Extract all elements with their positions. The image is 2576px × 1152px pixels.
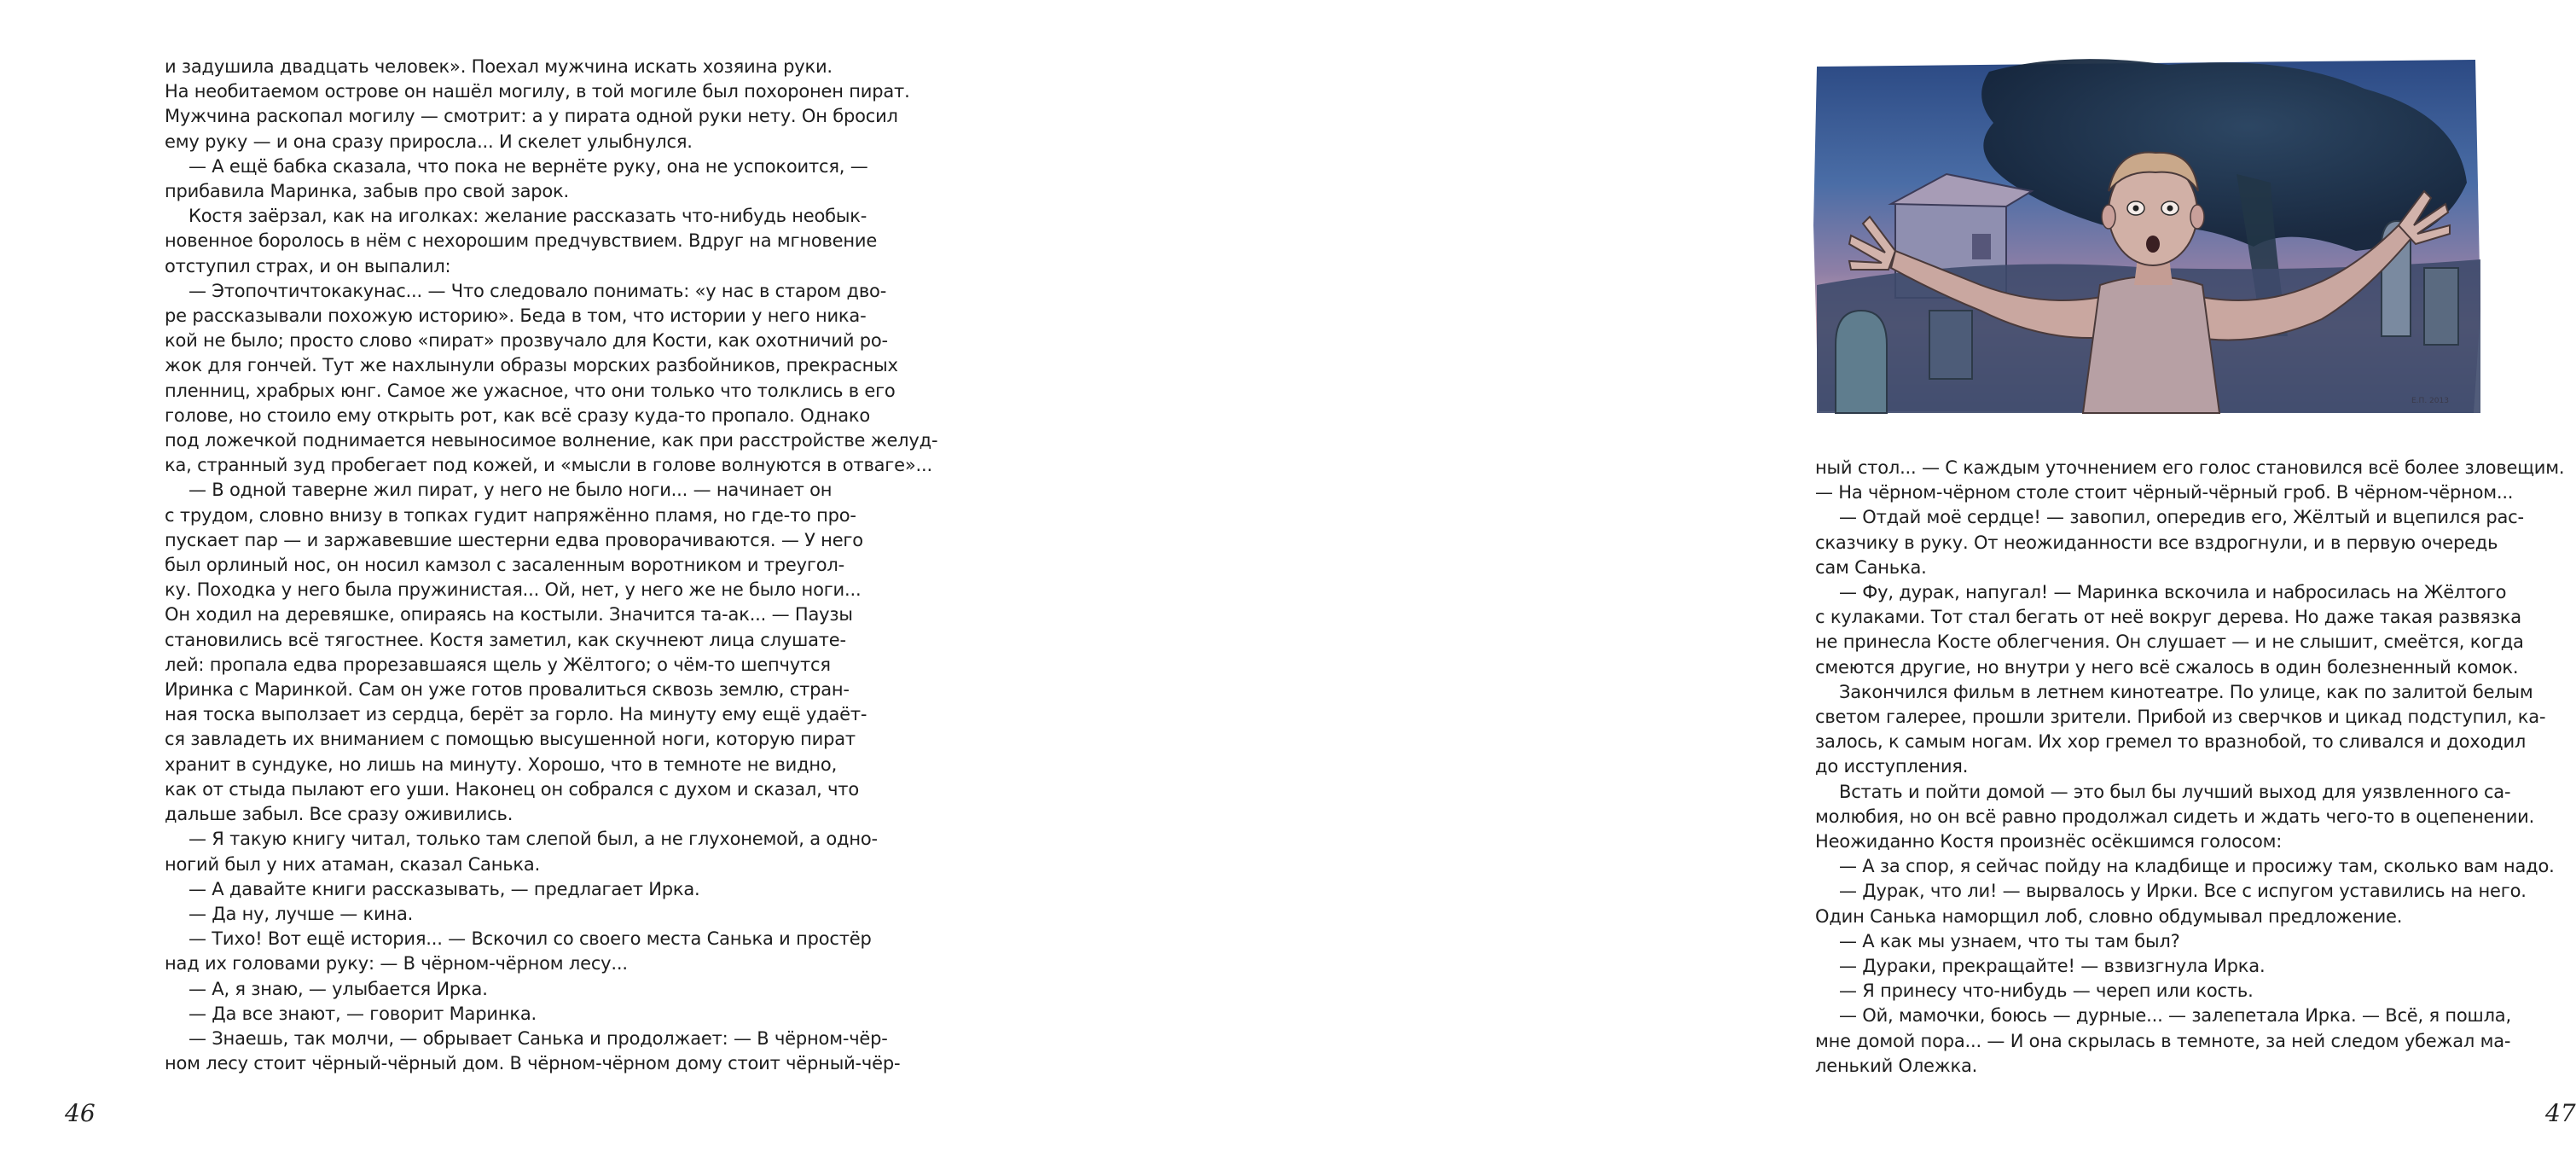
text-line: — Я принесу что-нибудь — череп или кость. (1839, 980, 2254, 1002)
text-line: ный стол... — С каждым уточнением его голос становился всё более зловещим. (1815, 457, 2565, 478)
text-line: ему руку — и она сразу приросла... И скелет улыбнулся. (165, 131, 693, 152)
right-page-text (1815, 456, 2565, 1079)
text-line: Он ходил на деревяшке, опираясь на костыли. Значится та-ак... — Паузы (165, 604, 853, 625)
text-line: — Дураки, прекращайте! — взвизгнула Ирка. (1839, 956, 2266, 977)
text-line: как от стыда пылают его уши. Наконец он собрался с духом и сказал, что (165, 778, 859, 800)
text-line: лей: пропала едва прорезавшаяся щель у Жёлтого; о чём-то шепчутся (165, 654, 831, 675)
text-line: ре рассказывали похожую историю». Беда в том, что истории у него ника- (165, 305, 867, 327)
text-line: ногий был у них атаман, сказал Санька. (165, 853, 541, 875)
text-line: Мужчина раскопал могилу — смотрит: а у пирата одной руки нету. Он бросил (165, 106, 898, 127)
text-line: — Да ну, лучше — кина. (189, 903, 414, 924)
text-line: — Отдай моё сердце! — завопил, опередив его, Жёлтый и вцепился рас- (1839, 507, 2524, 528)
text-line: — А ещё бабка сказала, что пока не вернёте руку, она не успокоится, — (189, 155, 868, 177)
text-line: Костя заёрзал, как на иголках: желание рассказать что-нибудь необык- (189, 206, 867, 227)
text-line: — Этопочтичтокакунас... — Что следовало понимать: «у нас в старом дво- (189, 280, 887, 301)
text-line: сказчику в руку. От неожиданности все вздрогнули, и в первую очередь (1815, 532, 2498, 553)
text-line: отступил страх, и он выпалил: (165, 255, 451, 276)
illustration-signature: Е.П. 2013 (2411, 397, 2449, 405)
illustration-svg (1810, 55, 2484, 417)
text-line: с кулаками. Тот стал бегать от неё вокруг дерева. Но даже такая развязка (1815, 607, 2521, 628)
text-line: жок для гончей. Тут же нахлынули образы морских разбойников, прекрасных (165, 355, 898, 376)
text-line: молюбия, но он всё равно продолжал сидеть и ждать чего-то в оцепенении. (1815, 806, 2535, 827)
text-line: под ложечкой поднимается невыносимое волнение, как при расстройстве желуд- (165, 430, 938, 451)
text-line: мне домой пора... — И она скрылась в темноте, за ней следом убежал ма- (1815, 1030, 2511, 1051)
right-page (873, 0, 2576, 1152)
text-line: ка, странный зуд пробегает под кожей, и «мысли в голове волнуются в отваге»... (165, 455, 932, 476)
text-line: и задушила двадцать человек». Поехал мужчина искать хозяина руки. (165, 56, 833, 77)
text-line: сам Санька. (1815, 556, 1927, 578)
text-line: — В одной таверне жил пират, у него не было ноги... — начинает он (189, 480, 833, 501)
text-line: — Да все знают, — говорит Маринка. (189, 1003, 537, 1024)
text-line: залось, к самым ногам. Их хор гремел то вразнобой, то сливался и доходил (1815, 731, 2527, 753)
text-line: ся завладеть их вниманием с помощью высушенной ноги, которую пират (165, 729, 856, 750)
text-line: — Фу, дурак, напугал! — Маринка вскочила и набросилась на Жёлтого (1839, 582, 2507, 603)
text-line: — Ой, мамочки, боюсь — дурные... — залепетала Ирка. — Всё, я пошла, (1839, 1005, 2511, 1027)
text-line: — Знаешь, так молчи, — обрывает Санька и продолжает: — В чёрном-чёр- (189, 1027, 888, 1049)
text-line: — Дурак, что ли! — вырвалось у Ирки. Все с испугом уставились на него. (1839, 881, 2527, 902)
text-line: Неожиданно Костя произнёс осёкшимся голосом: (1815, 831, 2283, 852)
text-line: смеются другие, но внутри у него всё сжалось в один болезненный комок. (1815, 656, 2519, 678)
text-line: становились всё тягостнее. Костя заметил, как скучнеют лица слушате- (165, 629, 846, 650)
text-line: — Тихо! Вот ещё история... — Вскочил со своего места Санька и простёр (189, 928, 872, 950)
text-line: пускает пар — и заржавевшие шестерни едва проворачиваются. — У него (165, 529, 863, 550)
page-number-right: 47 (2545, 1099, 2576, 1127)
text-line: — На чёрном-чёрном столе стоит чёрный-чёрный гроб. В чёрном-чёрном... (1815, 482, 2514, 503)
text-line: — А как мы узнаем, что ты там был? (1839, 930, 2180, 951)
text-line: хранит в сундуке, но лишь на минуту. Хорошо, что в темноте не видно, (165, 753, 838, 775)
text-line: над их головами руку: — В чёрном-чёрном лесу... (165, 953, 628, 975)
text-line: не принесла Косте облегчения. Он слушает — и не слышит, смеётся, когда (1815, 631, 2524, 653)
page-number-left: 46 (65, 1099, 96, 1127)
text-line: новенное боролось в нём с нехорошим предчувствием. Вдруг на мгновение (165, 230, 878, 252)
text-line: светом галерее, прошли зрители. Прибой из сверчков и цикад подступил, ка- (1815, 707, 2546, 728)
text-line: — Я такую книгу читал, только там слепой был, а не глухонемой, а одно- (189, 829, 878, 850)
left-page-text (165, 55, 938, 1076)
text-line: Иринка с Маринкой. Сам он уже готов провалиться сквозь землю, стран- (165, 679, 850, 701)
text-line: Один Санька наморщил лоб, словно обдумывал предложение. (1815, 905, 2403, 927)
text-line: ленький Олежка. (1815, 1055, 1978, 1076)
text-line: голове, но стоило ему открыть рот, как всё сразу куда-то пропало. Однако (165, 404, 871, 426)
text-line: Встать и пойти домой — это был бы лучший выход для уязвленного са- (1839, 781, 2511, 802)
text-line: ном лесу стоит чёрный-чёрный дом. В чёрном-чёрном дому стоит чёрный-чёр- (165, 1053, 901, 1074)
text-line: — А давайте книги рассказывать, — предлагает Ирка. (189, 878, 700, 899)
text-line: дальше забыл. Все сразу оживились. (165, 804, 513, 825)
text-line: — А, я знаю, — улыбается Ирка. (189, 978, 488, 999)
text-line: — А за спор, я сейчас пойду на кладбище и просижу там, сколько вам надо. (1839, 856, 2555, 877)
text-line: с трудом, словно внизу в топках гудит напряжённо пламя, но где-то про- (165, 504, 856, 526)
text-line: ку. Походка у него была пружинистая... Ой, нет, у него же не было ноги... (165, 579, 862, 601)
text-line: прибавила Маринка, забыв про свой зарок. (165, 181, 569, 202)
text-line: Закончился фильм в летнем кинотеатре. По улице, как по залитой белым (1839, 681, 2533, 702)
text-line: был орлиный нос, он носил камзол с засаленным воротником и треугол- (165, 555, 844, 576)
text-line: до исступления. (1815, 756, 1969, 777)
text-line: ная тоска выползает из сердца, берёт за горло. На минуту ему ещё удаёт- (165, 704, 867, 725)
text-line: На необитаемом острове он нашёл могилу, в той могиле был похоронен пират. (165, 81, 910, 102)
left-page (0, 0, 938, 1152)
boy-cemetery-illustration (1810, 55, 2484, 417)
text-line: пленниц, храбрых юнг. Самое же ужасное, что они только что толклись в его (165, 380, 896, 401)
text-line: кой не было; просто слово «пират» прозвучало для Кости, как охотничий ро- (165, 330, 888, 352)
